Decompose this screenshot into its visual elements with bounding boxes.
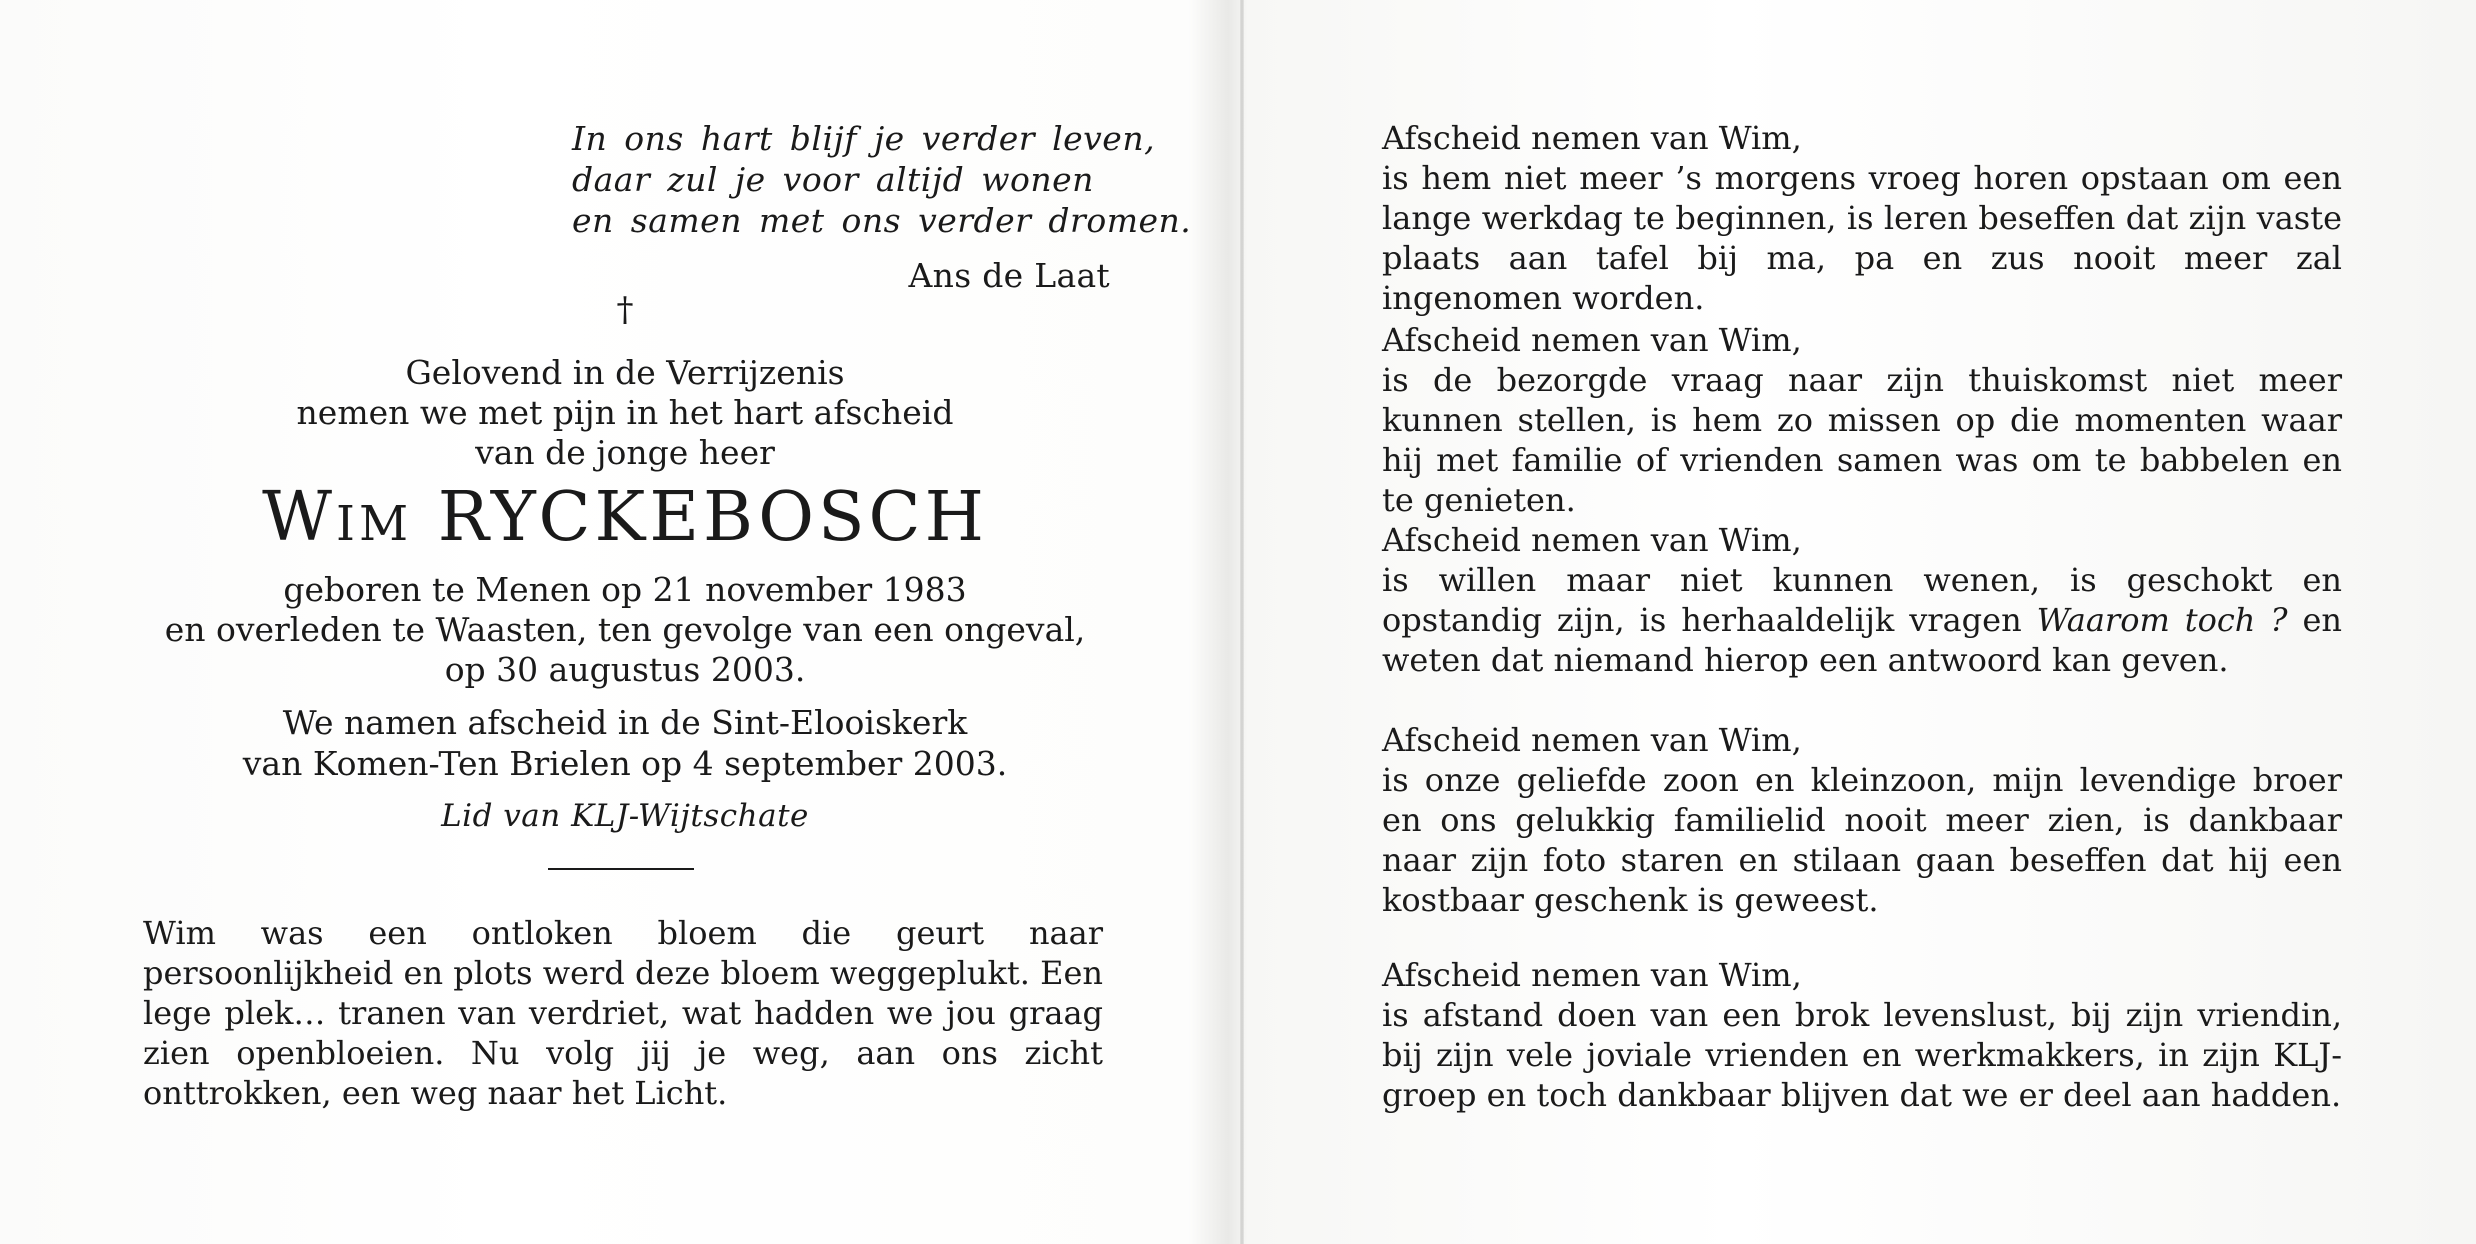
birth-death-dates: [120, 570, 1130, 690]
intro-line: Gelovend in de Verrijzenis: [405, 353, 845, 392]
stanza-heading: Afscheid nemen van Wim,: [1382, 956, 1802, 994]
date-line: en overleden te Waasten, ten gevolge van een ongeval,: [164, 610, 1086, 649]
stanza-body-text: is willen maar niet kunnen wenen, is geschokt en opstandig zijn, is herhaaldelijk vragen: [1382, 561, 2342, 639]
stanza-body-italic: Waarom toch ?: [2036, 601, 2288, 639]
farewell-stanza: [1382, 118, 2342, 318]
poem: [572, 118, 1192, 241]
stanza-body: is onze geliefde zoon en kleinzoon, mijn levendige broer en ons gelukkig familielid nooit meer zien, is dankbaar naar zijn foto staren en stilaan gaan beseffen dat hij een kostbaar geschenk is geweest.: [1382, 761, 2342, 919]
intro-line: nemen we met pijn in het hart afscheid: [296, 393, 954, 432]
date-line: op 30 augustus 2003.: [444, 650, 806, 689]
church-line: van Komen-Ten Brielen op 4 september 2003.: [242, 744, 1008, 783]
poem-line: en samen met ons verder dromen.: [572, 201, 1192, 240]
stanza-body: is afstand doen van een brok levenslust, bij zijn vriendin, bij zijn vele joviale vrienden en werkmakkers, in zijn KLJ-groep en toch dankbaar blijven dat we er deel aan hadden.: [1382, 996, 2342, 1114]
stanza-body: [1382, 560, 2342, 680]
stanza-body: is de bezorgde vraag naar zijn thuiskomst niet meer kunnen stellen, is hem zo missen op die momenten waar hij met familie of vrienden samen was om te babbelen en te genieten.: [1382, 361, 2342, 519]
farewell-stanza: [1382, 320, 2342, 520]
deceased-name: Wim RYCKEBOSCH: [262, 478, 988, 557]
church-line: We namen afscheid in de Sint-Elooiskerk: [282, 703, 968, 742]
divider-line: [548, 868, 694, 870]
stanza-body: is hem niet meer ’s morgens vroeg horen opstaan om een lange werkdag te beginnen, is leren beseffen dat zijn vaste plaats aan tafel bij ma, pa en zus nooit meer zal ingenomen worden.: [1382, 159, 2342, 317]
poem-author: Ans de Laat: [908, 256, 1110, 295]
stanza-heading: Afscheid nemen van Wim,: [1382, 521, 1802, 559]
biography-paragraph: Wim was een ontloken bloem die geurt naar persoonlijkheid en plots werd deze bloem weggeplukt. Een lege plek… tranen van verdriet, wat hadden we jou graag zien openbloeien. Nu volg jij je weg, aan ons zicht onttrokken, een weg naar het Licht.: [143, 914, 1103, 1112]
membership-line: Lid van KLJ-Wijtschate: [441, 798, 809, 834]
right-page: [1244, 0, 2476, 1244]
stanza-heading: Afscheid nemen van Wim,: [1382, 721, 1802, 759]
stanza-heading: Afscheid nemen van Wim,: [1382, 321, 1802, 359]
poem-line: daar zul je voor altijd wonen: [572, 160, 1094, 199]
date-line: geboren te Menen op 21 november 1983: [283, 570, 967, 609]
farewell-stanza: [1382, 520, 2342, 680]
intro-line: van de jonge heer: [475, 433, 775, 472]
funeral-info: [120, 702, 1130, 784]
farewell-stanza: [1382, 720, 2342, 920]
cross-icon: †: [616, 290, 634, 330]
poem-line: In ons hart blijf je verder leven,: [572, 119, 1156, 158]
intro-text: [120, 353, 1130, 473]
stanza-body-text: en weten dat niemand hierop een antwoord kan geven.: [1382, 601, 2343, 679]
stanza-heading: Afscheid nemen van Wim,: [1382, 119, 1802, 157]
farewell-stanza: [1382, 955, 2342, 1115]
